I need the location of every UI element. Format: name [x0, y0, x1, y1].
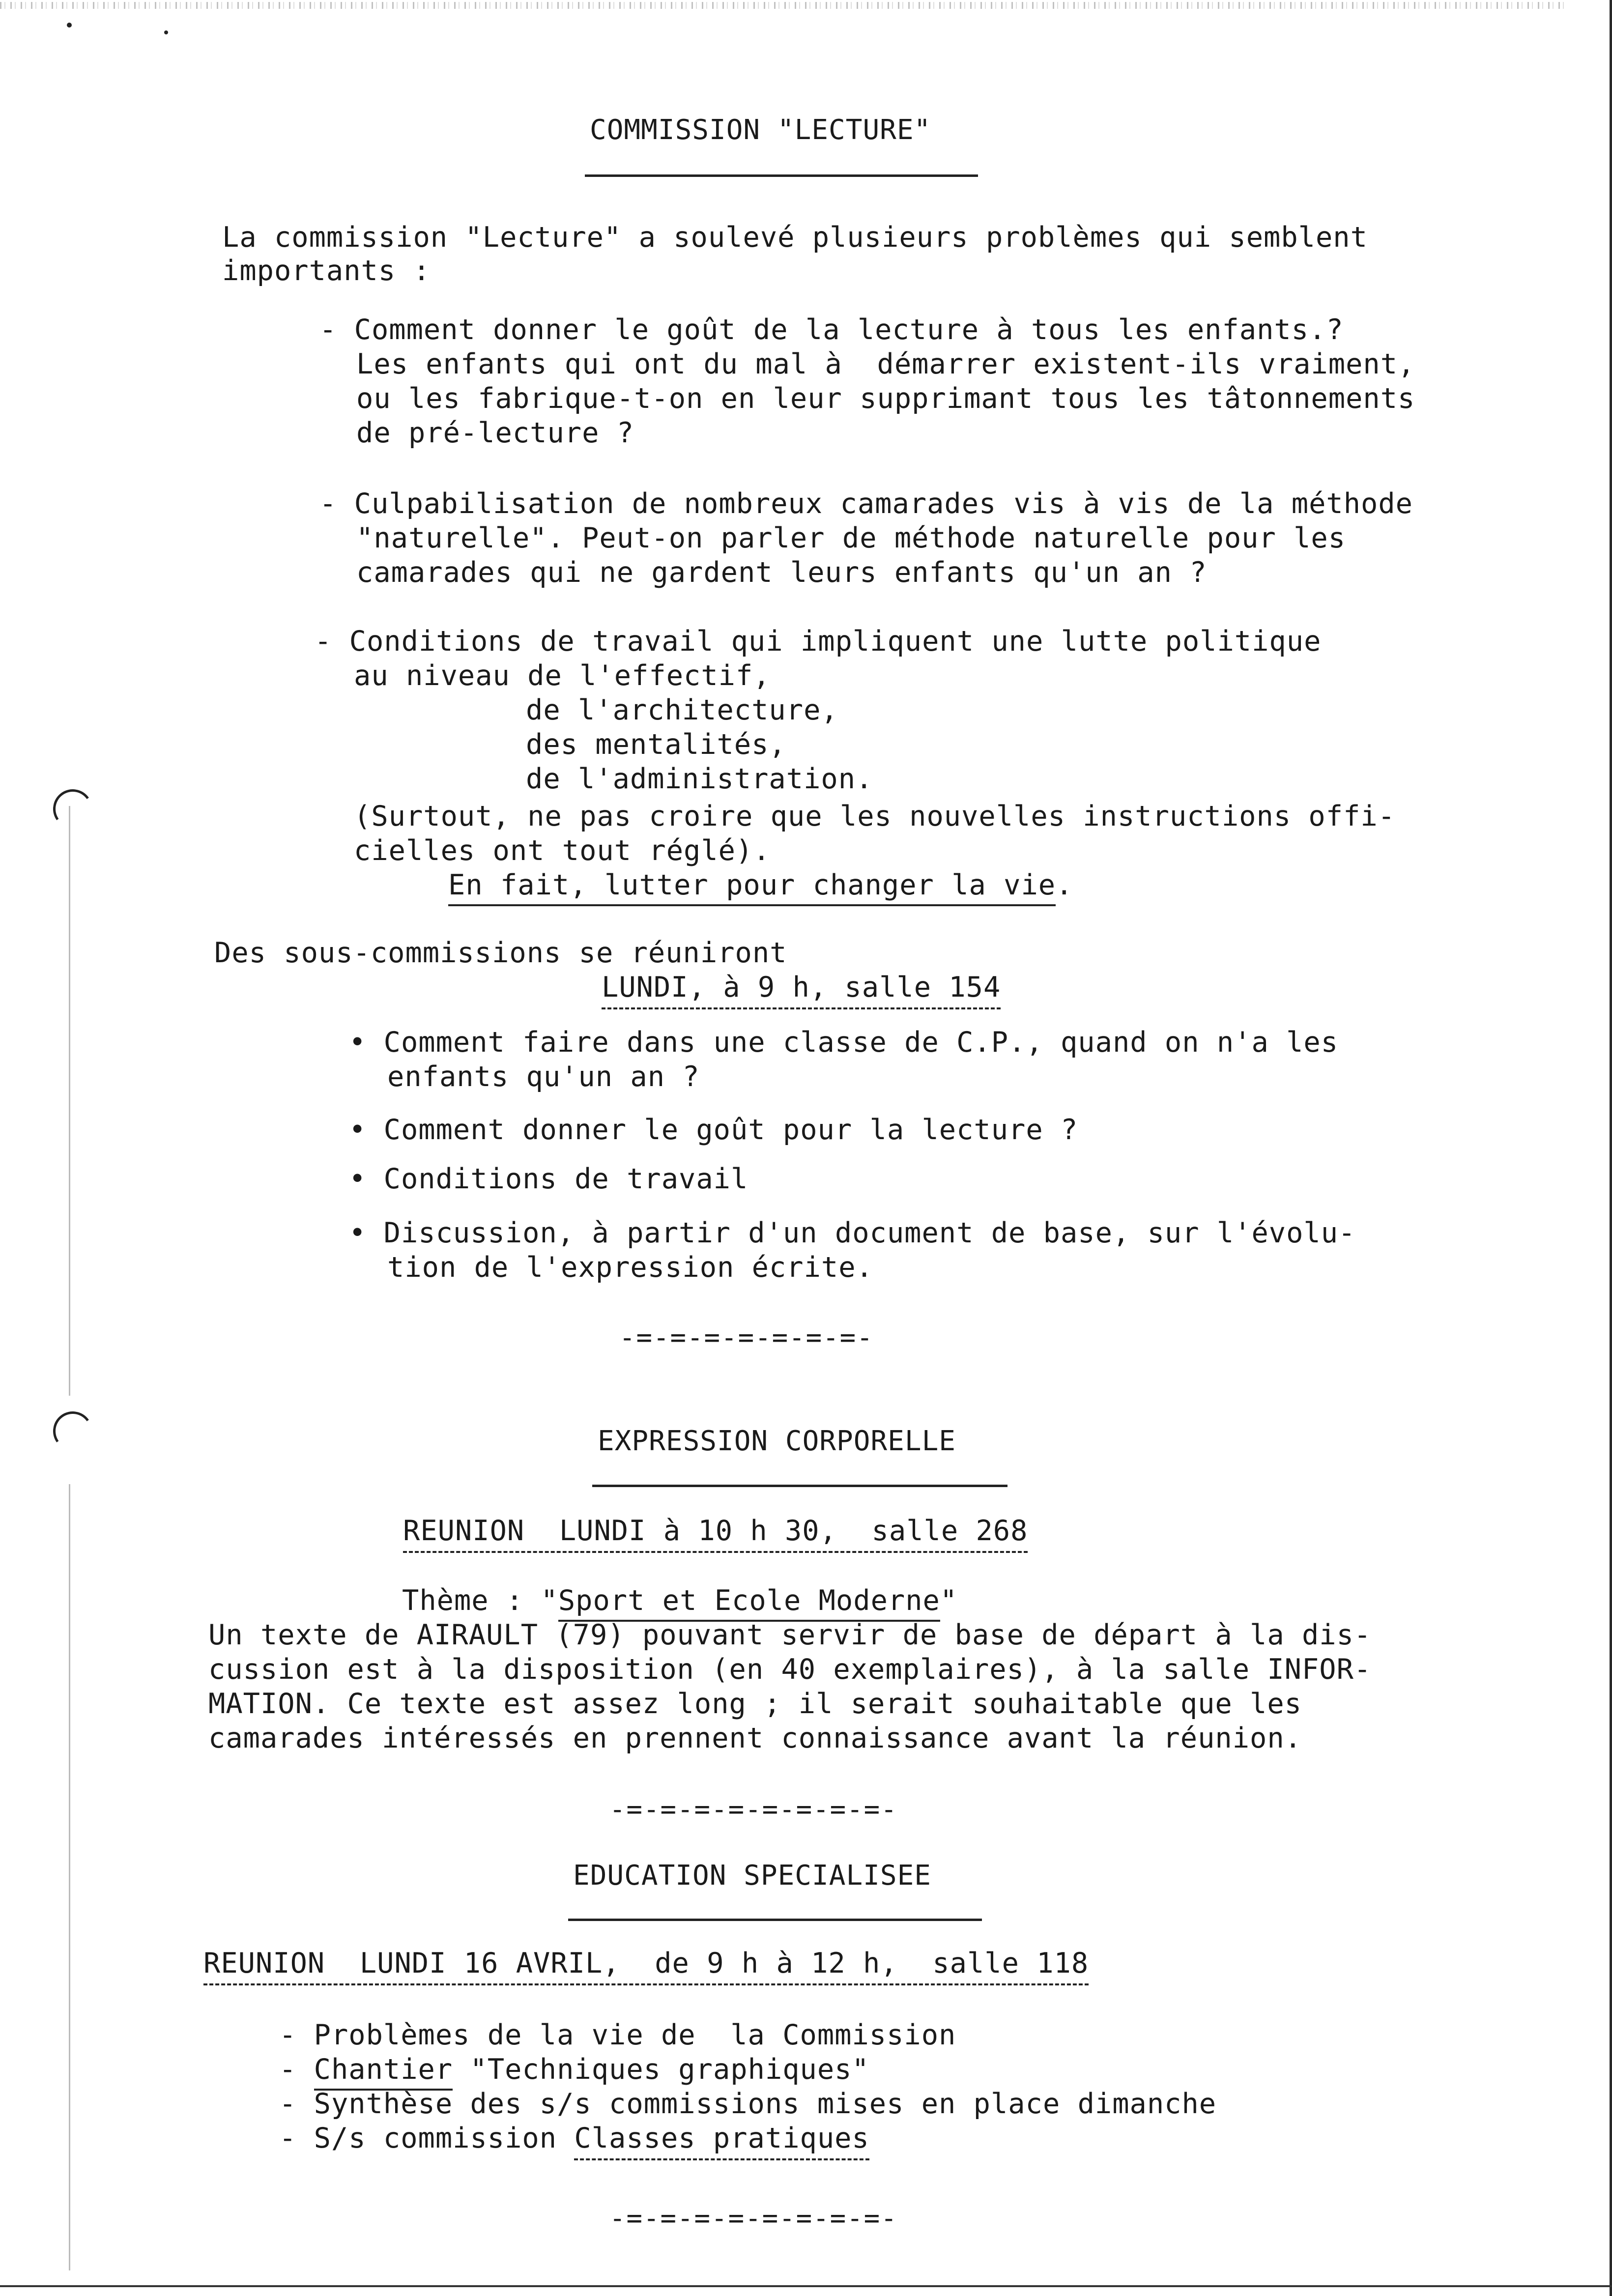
section-title-specialisee: EDUCATION SPECIALISEE [573, 1860, 932, 1892]
section-separator: -=-=-=-=-=-=-=- [619, 1322, 874, 1353]
corporelle-text: MATION. Ce texte est assez long ; il serait souhaitable que les [208, 1688, 1302, 1720]
lecture-meeting-text: LUNDI, à 9 h, salle 154 [602, 971, 1001, 1009]
corporelle-text: cussion est à la disposition (en 40 exemplaires), à la salle INFOR- [208, 1653, 1372, 1686]
subcommission-item: • Comment donner le goût pour la lecture ? [349, 1114, 1078, 1146]
specialisee-item: - Synthèse des s/s commissions mises en place dimanche [279, 2088, 1217, 2120]
specialisee-item [279, 2121, 869, 2155]
section-separator: -=-=-=-=-=-=-=-=- [609, 2203, 898, 2234]
item-dash: - [279, 2053, 314, 2086]
bottom-edge-line [0, 2285, 1612, 2287]
lecture-point-3: cielles ont tout réglé). [354, 834, 771, 867]
lecture-point-3: au niveau de l'effectif, [354, 660, 771, 692]
corporelle-text: camarades intéressés en prennent connaissance avant la réunion. [208, 1722, 1302, 1754]
section-title-lecture: COMMISSION "LECTURE" [590, 114, 931, 146]
binder-margin-line [69, 1484, 70, 2270]
lecture-point-2: - Culpabilisation de nombreux camarades vis à vis de la méthode [319, 488, 1413, 520]
title-underline [585, 174, 978, 177]
lecture-point-3: des mentalités, [526, 728, 786, 761]
chantier-title: "Techniques graphiques" [453, 2053, 869, 2086]
lecture-point-3: de l'architecture, [526, 694, 838, 726]
lecture-point-2: camarades qui ne gardent leurs enfants qu'un an ? [356, 556, 1207, 589]
lecture-motto-period: . [1056, 869, 1073, 901]
title-underline [592, 1485, 1008, 1487]
scan-speck [67, 23, 72, 28]
corporelle-meeting [403, 1514, 1028, 1548]
lecture-point-3: (Surtout, ne pas croire que les nouvelles instructions offi- [354, 800, 1396, 832]
theme-value: Sport et Ecole Moderne [558, 1584, 940, 1622]
subcommission-item: • Conditions de travail [349, 1163, 748, 1195]
lecture-motto [448, 868, 1073, 902]
specialisee-item [279, 2052, 869, 2087]
theme-quote: " [940, 1584, 958, 1617]
classes-pratiques-label: Classes pratiques [574, 2122, 869, 2160]
subcommission-item: • Discussion, à partir d'un document de base, sur l'évolu- [349, 1217, 1356, 1249]
corporelle-theme [402, 1583, 957, 1618]
lecture-point-3: - Conditions de travail qui impliquent une lutte politique [315, 625, 1322, 658]
item-prefix: - S/s commission [279, 2122, 575, 2154]
subcommission-item: enfants qu'un an ? [387, 1061, 700, 1093]
punch-hole-mark [50, 1408, 96, 1454]
lecture-intro-line: importants : [222, 255, 431, 287]
title-underline [568, 1919, 982, 1921]
lecture-point-3: de l'administration. [526, 763, 873, 795]
scan-noise [0, 2, 1568, 9]
punch-hole-mark [50, 786, 96, 832]
scan-speck [164, 30, 168, 34]
lecture-intro-line: La commission "Lecture" a soulevé plusieurs problèmes qui semblent [222, 221, 1368, 254]
lecture-point-2: "naturelle". Peut-on parler de méthode naturelle pour les [356, 522, 1346, 554]
specialisee-meeting-text: REUNION LUNDI 16 AVRIL, de 9 h à 12 h, salle 118 [203, 1947, 1089, 1985]
lecture-motto-text: En fait, lutter pour changer la vie [448, 869, 1056, 906]
lecture-point-1: - Comment donner le goût de la lecture à tous les enfants.? [319, 314, 1344, 346]
chantier-label: Chantier [314, 2053, 453, 2091]
subcommission-item: tion de l'expression écrite. [387, 1251, 873, 1284]
specialisee-item: - Problèmes de la vie de la Commission [279, 2019, 956, 2051]
theme-label: Thème : " [402, 1584, 558, 1617]
binder-margin-line [69, 806, 70, 1396]
corporelle-text: Un texte de AIRAULT (79) pouvant servir de base de départ à la dis- [208, 1619, 1372, 1651]
lecture-point-1: Les enfants qui ont du mal à démarrer existent-ils vraiment, [356, 348, 1415, 380]
lecture-meeting [602, 970, 1001, 1004]
section-title-corporelle: EXPRESSION CORPORELLE [598, 1425, 956, 1457]
specialisee-meeting [203, 1946, 1089, 1980]
section-separator: -=-=-=-=-=-=-=-=- [609, 1794, 898, 1825]
subcommission-item: • Comment faire dans une classe de C.P., quand on n'a les [349, 1026, 1339, 1059]
lecture-point-1: ou les fabrique-t-on en leur supprimant tous les tâtonnements [356, 382, 1415, 415]
lecture-point-1: de pré-lecture ? [356, 417, 634, 449]
subcommissions-intro: Des sous-commissions se réuniront [214, 937, 787, 969]
corporelle-meeting-text: REUNION LUNDI à 10 h 30, salle 268 [403, 1515, 1028, 1553]
